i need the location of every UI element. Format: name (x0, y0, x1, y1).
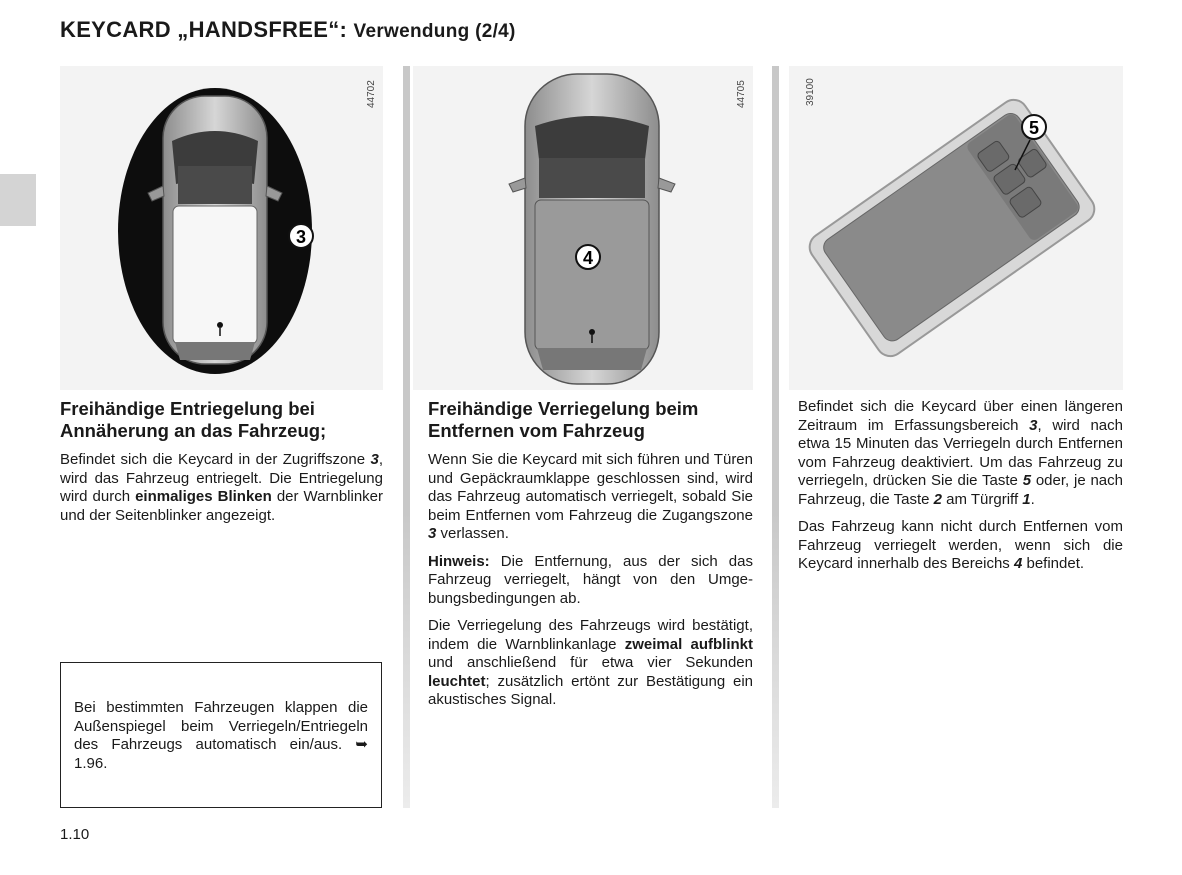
paragraph-hint (428, 553, 753, 609)
callout-4 (413, 66, 753, 390)
figure-lock-leaving (413, 66, 753, 390)
text-run: ; zusätzlich ertönt zur Bestätigung ein akustisches Signal. (428, 672, 753, 708)
emphasis-lights: leuchtet (428, 672, 486, 690)
emphasis-blink-twice: zweimal aufblinkt (624, 635, 753, 653)
column-divider-1 (403, 66, 410, 808)
text-run: am Türgriff (941, 490, 1023, 508)
ref-button-2: 2 (933, 490, 942, 508)
text-run: der Warnblinker und der Seitenblinker angezeigt. (60, 488, 384, 524)
figure-unlock-approach (60, 66, 383, 390)
note-box-mirrors (60, 662, 382, 808)
text-run: Das Fahrzeug kann nicht durch Entfernen vom Fahrzeug verriegelt werden, wenn sich die Keycard innerhalb des Bereichs (798, 518, 1123, 572)
text-run: Die Entfernung, aus der sich das Fahrzeug verriegelt, hängt von den Umgebungsbedingungen ab. (428, 552, 753, 607)
page-title (60, 17, 516, 43)
text-run: oder, je nach Fahrzeug, die Taste (798, 472, 1123, 508)
page-title-main: KEYCARD „HANDSFREE“: (60, 17, 348, 42)
ref-button-5: 5 (1022, 472, 1032, 489)
figure-id-1: 44702 (366, 80, 377, 108)
paragraph-lock (428, 451, 753, 544)
ref-zone-4: 4 (1013, 555, 1023, 572)
paragraph-long-detection (798, 398, 1123, 509)
text-run: , wird das Fahrzeug entriegelt. Die Entriegelung wird durch (60, 451, 383, 505)
callout-3-label: 3 (295, 227, 307, 247)
callout-5 (789, 66, 1123, 390)
emphasis-single-blink: einmaliges Blinken (135, 488, 272, 505)
text-run: . (1030, 490, 1035, 508)
paragraph-zone-4 (798, 518, 1123, 574)
column-1 (60, 398, 383, 534)
column-divider-2 (772, 66, 779, 808)
figure-id-2: 44705 (736, 80, 747, 108)
figure-id-3: 39100 (805, 78, 816, 106)
text-run: befindet. (1022, 555, 1085, 572)
section-heading-unlock: Freihändige Entriegelung bei Annäherung an das Fahrzeug; (60, 398, 327, 441)
callout-3 (60, 66, 383, 390)
callout-5-label: 5 (1028, 118, 1040, 138)
page-title-sub: Verwendung (2/4) (353, 21, 516, 42)
ref-door-handle-1: 1 (1022, 490, 1031, 508)
page-number: 1.10 (60, 826, 90, 843)
text-run: verlassen. (436, 525, 509, 542)
ref-zone-3: 3 (370, 451, 379, 468)
chapter-tab-marker (0, 174, 36, 226)
note-text: Bei bestimmten Fahrzeugen klappen die Außenspiegel beim Verriegeln/Entriegeln des Fahrzeugs automatisch ein/aus. ➥ 1.96. (74, 699, 368, 772)
ref-zone-3: 3 (1029, 416, 1038, 434)
text-run: und anschließend für etwa vier Sekunden (428, 654, 753, 671)
paragraph-unlock (60, 451, 383, 525)
text-run: Befindet sich die Keycard in der Zugriffszone (60, 451, 371, 468)
callout-4-label: 4 (582, 248, 594, 268)
text-run: , wird nach etwa 15 Minuten das Verriegeln durch Entfernen vom Fahrzeug deaktiviert. Um das Fahrzeug zu verriegeln, drücken Sie die Taste (798, 416, 1123, 489)
column-2 (428, 398, 753, 719)
text-run: Befindet sich die Keycard über einen längeren Zeitraum im Erfassungsbereich (798, 398, 1123, 434)
figure-keycard (789, 66, 1123, 390)
section-heading-lock: Freihändige Verriegelung beim Entfernen vom Fahrzeug (428, 398, 699, 441)
paragraph-confirmation (428, 617, 753, 710)
ref-zone-3: 3 (428, 525, 437, 542)
column-3 (798, 398, 1123, 583)
text-run: Die Verriegelung des Fahrzeugs wird bestätigt, indem die Warnblinkanlage (428, 617, 753, 653)
hint-label: Hinweis: (428, 552, 490, 570)
text-run: Wenn Sie die Keycard mit sich führen und Türen und Gepäckraumklappe geschlossen sind, wird das Fahrzeug automatisch verriegelt, sobald Sie beim Entfernen vom Fahrzeug die Zugangszone (428, 451, 753, 524)
